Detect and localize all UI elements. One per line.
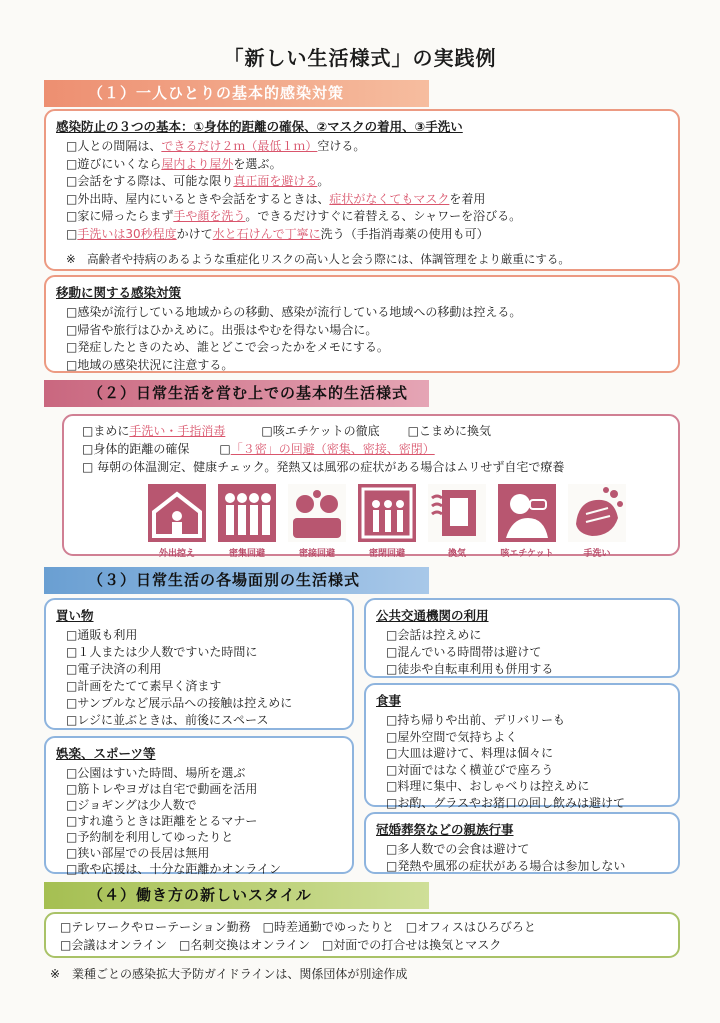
basic-measures-box — [44, 109, 680, 271]
list-item: □帰省や旅行はひかえめに。出張はやむを得ない場合に。 — [66, 322, 378, 337]
list-item: □オフィスはひろびろと — [405, 920, 536, 934]
section-1-band: （１）一人ひとりの基本的感染対策 — [44, 80, 429, 107]
daily-row-3 — [74, 458, 668, 476]
ceremony-box — [364, 812, 680, 874]
footer-note: ※ 業種ごとの感染拡大予防ガイドラインは、関係団体が別途作成 — [50, 967, 408, 981]
list-item: □身体的距離の確保 — [82, 442, 190, 456]
shopping-heading: 買い物 — [56, 608, 94, 623]
list-item: □テレワークやローテーション勤務 — [60, 920, 251, 934]
list-item: □対面での打合せは換気とマスク — [321, 938, 502, 952]
basic-measures-heading: 感染防止の３つの基本：①身体的距離の確保、②マスクの着用、③手洗い — [56, 119, 463, 134]
list-item: □地域の感染状況に注意する。 — [66, 357, 234, 372]
cough-etiquette-icon: 咳エチケット — [498, 484, 556, 559]
list-item: □レジに並ぶときは、前後にスペース — [66, 713, 269, 727]
transit-heading: 公共交通機関の利用 — [376, 608, 489, 623]
daily-row-2 — [74, 440, 668, 458]
list-item: □遊びにいくなら屋内より屋外を選ぶ。 — [66, 156, 282, 171]
going-out-icon: 外出控え — [148, 484, 206, 559]
list-item: □歌や応援は、十分な距離かオンライン — [66, 862, 281, 876]
list-item: □公園はすいた時間、場所を選ぶ — [66, 766, 246, 780]
list-item: □手洗いは30秒程度かけて水と石けんで丁寧に洗う（手指消毒薬の使用も可） — [66, 226, 489, 241]
list-item: □家に帰ったらまず手や顔を洗う。できるだけすぐに着替える、シャワーを浴びる。 — [66, 209, 522, 224]
list-item: □感染が流行している地域からの移動、感染が流行している地域への移動は控える。 — [66, 305, 522, 319]
list-item: □会話は控えめに — [386, 628, 482, 642]
daily-life-box — [62, 414, 680, 559]
list-item: □すれ違うときは距離をとるマナー — [66, 814, 258, 828]
list-item: □通販も利用 — [66, 628, 138, 642]
section-2-band: （２）日常生活を営む上での基本的生活様式 — [44, 380, 429, 407]
list-item: □計画をたてて素早く済ます — [66, 679, 222, 693]
list-item: □会議はオンライン — [60, 938, 167, 952]
list-item: □筋トレやヨガは自宅で動画を活用 — [66, 782, 258, 796]
handwash-icon: 手洗い — [568, 484, 626, 559]
list-item: □会話をする際は、可能な限り真正面を避ける。 — [66, 174, 330, 189]
closed-space-icon: 密閉回避 — [358, 484, 416, 559]
leisure-box — [44, 736, 354, 874]
page-title: 「新しい生活様式」の実践例 — [223, 46, 497, 70]
list-item: □外出時、屋内にいるときや会話をするときは、症状がなくてもマスクを着用 — [66, 191, 486, 206]
list-item: □こまめに換気 — [407, 424, 491, 438]
list-item: □人との間隔は、できるだけ２ｍ（最低１ｍ）空ける。 — [66, 139, 366, 153]
meals-heading: 食事 — [376, 693, 402, 708]
list-item: □混んでいる時間帯は避けて — [386, 645, 542, 659]
travel-measures-heading: 移動に関する感染対策 — [56, 285, 182, 300]
meals-box — [364, 683, 680, 810]
leisure-heading: 娯楽、スポーツ等 — [56, 746, 156, 761]
list-item: □予約制を利用してゆったりと — [66, 830, 234, 844]
list-item: □１人または少人数ですいた時間に — [66, 645, 258, 659]
pictogram-row — [74, 484, 668, 559]
list-item: □屋外空間で気持ちよく — [386, 729, 518, 744]
list-item: □狭い部屋での長居は無用 — [66, 846, 210, 860]
list-item: □多人数での会食は避けて — [386, 842, 530, 856]
list-item: □料理に集中、おしゃべりは控えめに — [386, 779, 590, 793]
list-item: □ジョギングは少人数で — [66, 798, 197, 812]
ventilation-icon: 換気 — [428, 484, 486, 559]
ceremony-heading: 冠婚葬祭などの親族行事 — [376, 822, 514, 837]
close-contact-icon: 密接回避 — [288, 484, 346, 559]
work-row-1 — [60, 918, 664, 936]
list-item: □名刺交換はオンライン — [178, 938, 310, 952]
work-row-2 — [60, 936, 664, 954]
list-item: □「３密」の回避（密集、密接、密閉） — [219, 442, 435, 456]
list-item: □電子決済の利用 — [66, 662, 162, 676]
list-item: □お酌、グラスやお猪口の回し飲みは避けて — [386, 795, 625, 810]
list-item: □まめに手洗い・手指消毒 — [82, 424, 226, 438]
list-item: □発症したときのため、誰とどこで会ったかをメモにする。 — [66, 340, 389, 355]
section-3-band: （３）日常生活の各場面別の生活様式 — [44, 567, 429, 594]
list-item: □サンプルなど展示品への接触は控えめに — [66, 696, 293, 710]
list-item: □持ち帰りや出前、デリバリーも — [386, 713, 565, 727]
basic-measures-note: ※ 高齢者や持病のあるような重症化リスクの高い人と会う際には、体調管理をより厳重にする。 — [66, 251, 570, 266]
list-item: □徒歩や自転車利用も併用する — [386, 662, 554, 676]
daily-row-1 — [74, 422, 668, 440]
shopping-box — [44, 598, 354, 730]
crowd-icon: 密集回避 — [218, 484, 276, 559]
list-item: □時差通勤でゆったりと — [262, 920, 394, 934]
section-4-band: （４）働き方の新しいスタイル — [44, 882, 429, 909]
transit-box — [364, 598, 680, 678]
list-item: □大皿は避けて、料理は個々に — [386, 746, 554, 760]
work-style-box — [44, 912, 680, 958]
list-item: □対面ではなく横並びで座ろう — [386, 762, 554, 777]
list-item: □咳エチケットの徹底 — [261, 424, 380, 438]
travel-measures-box — [44, 275, 680, 373]
list-item: □発熱や風邪の症状がある場合は参加しない — [386, 859, 626, 873]
list-item: □ 毎朝の体温測定、健康チェック。発熱又は風邪の症状がある場合はムリせず自宅で療養 — [82, 460, 565, 474]
